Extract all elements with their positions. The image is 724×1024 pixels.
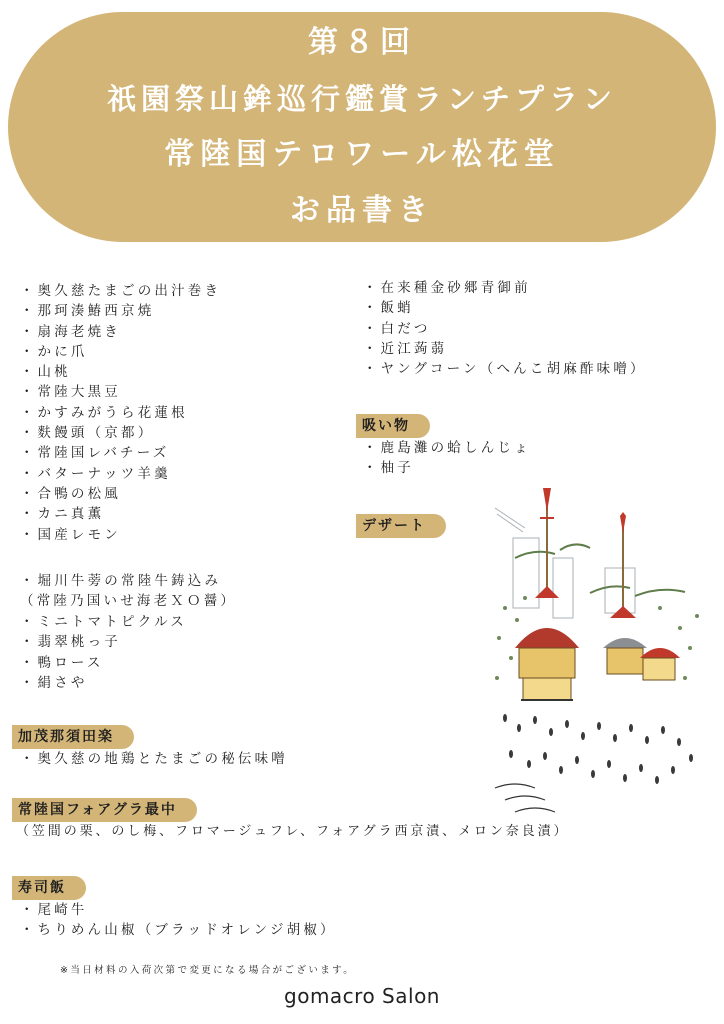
list-item: ・ かに爪	[20, 342, 221, 362]
list-item: ・ 山桃	[20, 362, 221, 382]
plan-title: 祇園祭山鉾巡行鑑賞ランチプラン	[106, 82, 617, 116]
menu-list-right-1	[363, 278, 647, 379]
foie-description: （笠間の栗、のし梅、フロマージュフレ、フォアグラ西京漬、メロン奈良漬）	[16, 824, 570, 839]
list-item: ・ 奥久慈たまごの出汁巻き	[20, 281, 221, 301]
list-item: ・ カニ真薫	[20, 504, 221, 524]
menu-list-left-3	[20, 612, 187, 693]
list-item: ・ 常陸国レバチーズ	[20, 443, 221, 463]
list-item: ・ 鴨ロース	[20, 653, 187, 673]
brand-logo-text: gomacro Salon	[284, 984, 440, 1008]
list-item: ・ 那珂湊鰆西京焼	[20, 301, 221, 321]
list-item: ・ 飯蛸	[363, 298, 647, 318]
list-item: ・ 合鴨の松風	[20, 484, 221, 504]
list-item: ・ 鹿島灘の蛤しんじょ	[363, 438, 531, 458]
list-item: ・ 白だつ	[363, 319, 647, 339]
disclaimer-note: ※当日材料の入荷次第で変更になる場合がございます。	[60, 965, 356, 976]
list-item: ・ 近江蒟蒻	[363, 339, 647, 359]
list-item: ・ 奥久慈の地鶏とたまごの秘伝味噌	[20, 749, 288, 769]
menu-list-sushi	[20, 900, 337, 941]
list-item: ・ ちりめん山椒（ブラッドオレンジ胡椒）	[20, 920, 337, 940]
list-item: ・ ミニトマトピクルス	[20, 612, 187, 632]
list-item: ・ 在来種金砂郷青御前	[363, 278, 647, 298]
list-item: ・ バターナッツ羊羹	[20, 464, 221, 484]
list-item: ・ かすみがうら花蓮根	[20, 403, 221, 423]
section-label-suimono: 吸い物	[356, 414, 430, 438]
gion-festival-float-illustration	[485, 488, 710, 818]
list-item: ・ 国産レモン	[20, 525, 221, 545]
list-item-note: （常陸乃国いせ海老ＸＯ醤）	[20, 593, 238, 609]
menu-subtitle: お品書き	[290, 193, 434, 228]
section-label-sushi: 寿司飯	[12, 876, 86, 900]
list-item: ・ 尾崎牛	[20, 900, 337, 920]
menu-list-left-1	[20, 281, 221, 545]
list-item: ・ ヤングコーン（へんこ胡麻酢味噌）	[363, 359, 647, 379]
list-item: ・ 扇海老焼き	[20, 322, 221, 342]
edition-title: 第８回	[308, 25, 416, 60]
list-item: ・ 翡翠桃っ子	[20, 632, 187, 652]
list-item: ・ 常陸大黒豆	[20, 382, 221, 402]
section-label-foie: 常陸国フォアグラ最中	[12, 798, 197, 822]
section-label-kamo: 加茂那須田楽	[12, 725, 134, 749]
list-item: ・ 絹さや	[20, 673, 187, 693]
title-banner	[8, 12, 716, 242]
list-item: ・ 麩饅頭（京都）	[20, 423, 221, 443]
list-item: ・ 柚子	[363, 458, 531, 478]
menu-list-left-2	[20, 571, 221, 591]
section-label-dessert: デザート	[356, 514, 446, 538]
list-item: ・ 堀川牛蒡の常陸牛鋳込み	[20, 571, 221, 591]
menu-list-kamo	[20, 749, 288, 769]
menu-list-suimono	[363, 438, 531, 479]
menu-title: 常陸国テロワール松花堂	[164, 137, 560, 172]
